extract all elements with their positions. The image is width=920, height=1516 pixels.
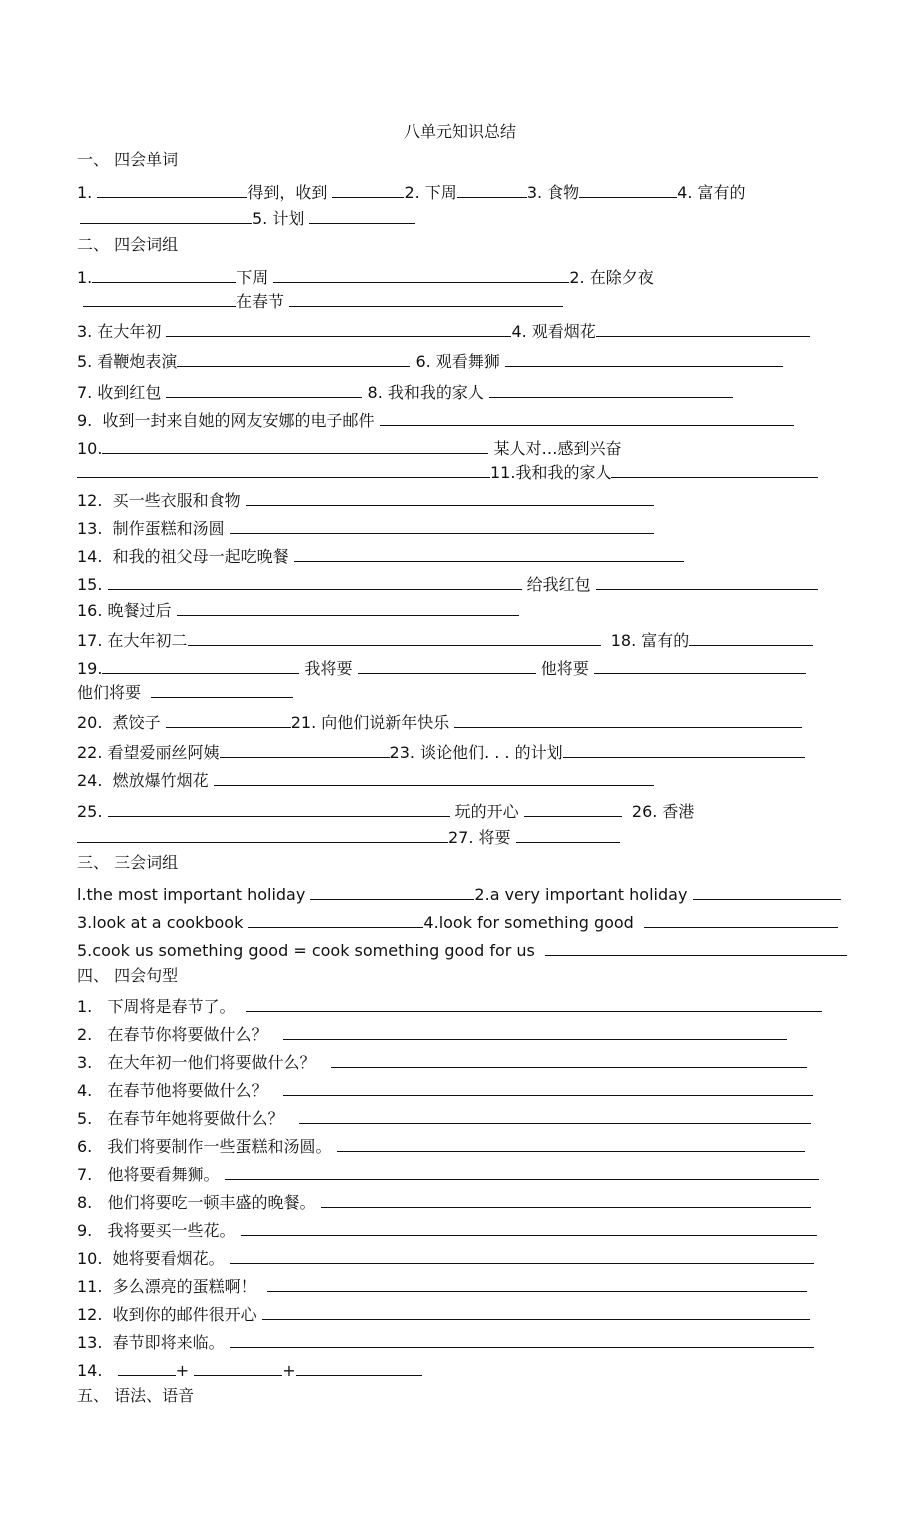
blank[interactable] [246, 993, 822, 1012]
blank[interactable] [505, 348, 783, 367]
phrase-line-1b: 在春节 [83, 288, 563, 313]
phrase-line-19b: 他们将要 [77, 679, 293, 704]
blank[interactable] [80, 205, 252, 224]
blank[interactable] [524, 798, 622, 817]
vocab-line-2: 5. 计划 [80, 205, 415, 230]
blank[interactable] [267, 1273, 807, 1292]
blank[interactable] [188, 627, 601, 646]
blank[interactable] [545, 937, 847, 956]
blank[interactable] [489, 379, 733, 398]
blank[interactable] [177, 348, 410, 367]
page-title: 八单元知识总结 [403, 122, 516, 141]
sentence-line: 8. 他们将要吃一顿丰盛的晚餐。 [77, 1189, 811, 1214]
blank[interactable] [457, 179, 527, 198]
sentence-line: 2. 在春节你将要做什么？ [77, 1021, 787, 1046]
blank[interactable] [194, 1357, 282, 1376]
blank[interactable] [177, 597, 519, 616]
blank[interactable] [380, 407, 794, 426]
blank[interactable] [299, 1105, 811, 1124]
blank[interactable] [108, 571, 522, 590]
section-heading-5: 五、 语法、语音 [77, 1386, 195, 1405]
blank[interactable] [92, 264, 236, 283]
section-heading-1: 一、 四会单词 [77, 150, 179, 169]
section-heading-3: 三、 三会词组 [77, 853, 179, 872]
blank[interactable] [611, 459, 818, 478]
blank[interactable] [77, 824, 448, 843]
blank[interactable] [220, 739, 390, 758]
blank[interactable] [83, 288, 236, 307]
vocab-line-1: 1. 得到，收到 2. 下周 3. 食物 4. 富有的 [77, 179, 746, 204]
phrase3-line-3: 5.cook us something good = cook something good for us [77, 937, 847, 962]
phrase-line-15: 15. 给我红包 [77, 571, 818, 596]
phrase-line-25b: 27. 将要 [77, 824, 620, 849]
phrase-line-14: 14. 和我的祖父母一起吃晚餐 [77, 543, 684, 568]
blank[interactable] [296, 1357, 422, 1376]
phrase-line-10: 10. 某人对…感到兴奋 [77, 435, 622, 460]
sentence-line: 7. 他将要看舞狮。 [77, 1161, 819, 1186]
phrase-line-17: 17. 在大年初二 18. 富有的 [77, 627, 813, 652]
sentence-line: 1. 下周将是春节了。 [77, 993, 822, 1018]
blank[interactable] [332, 179, 404, 198]
blank[interactable] [214, 767, 654, 786]
phrase-line-10b: 11.我和我的家人 [77, 459, 818, 484]
phrase-line-25: 25. 玩的开心 26. 香港 [77, 798, 694, 823]
sentence-line: 9. 我将要买一些花。 [77, 1217, 817, 1242]
phrase3-line-1: l.the most important holiday 2.a very important holiday [77, 881, 841, 906]
blank[interactable] [151, 679, 293, 698]
blank[interactable] [321, 1189, 811, 1208]
blank[interactable] [516, 824, 620, 843]
blank[interactable] [337, 1133, 805, 1152]
blank[interactable] [358, 655, 536, 674]
phrase-line-7: 7. 收到红包 8. 我和我的家人 [77, 379, 733, 404]
sentence-line: 6. 我们将要制作一些蛋糕和汤圆。 [77, 1133, 805, 1158]
blank[interactable] [331, 1049, 807, 1068]
blank[interactable] [563, 739, 805, 758]
blank[interactable] [248, 909, 423, 928]
sentence-line: 10. 她将要看烟花。 [77, 1245, 814, 1270]
blank[interactable] [241, 1217, 817, 1236]
blank[interactable] [273, 264, 569, 283]
sentence-line: 11. 多么漂亮的蛋糕啊！ [77, 1273, 807, 1298]
phrase-line-9: 9. 收到一封来自她的网友安娜的电子邮件 [77, 407, 794, 432]
blank[interactable] [225, 1161, 819, 1180]
blank[interactable] [579, 179, 677, 198]
sentence-line: 5. 在春节年她将要做什么？ [77, 1105, 811, 1130]
blank[interactable] [596, 318, 810, 337]
section-heading-2: 二、 四会词组 [77, 235, 179, 254]
blank[interactable] [166, 318, 511, 337]
section-heading-4: 四、 四会句型 [77, 966, 179, 985]
phrase-line-12: 12. 买一些衣服和食物 [77, 487, 654, 512]
blank[interactable] [689, 627, 813, 646]
sentence-line: 13. 春节即将来临。 [77, 1329, 814, 1354]
blank[interactable] [102, 435, 488, 454]
blank[interactable] [77, 459, 490, 478]
blank[interactable] [594, 655, 806, 674]
blank[interactable] [230, 1329, 814, 1348]
phrase-line-16: 16. 晚餐过后 [77, 597, 519, 622]
phrase-line-1: 1. 下周 2. 在除夕夜 [77, 264, 654, 289]
blank[interactable] [310, 881, 474, 900]
blank[interactable] [166, 709, 291, 728]
blank[interactable] [166, 379, 362, 398]
phrase-line-13: 13. 制作蛋糕和汤圆 [77, 515, 654, 540]
blank[interactable] [102, 655, 299, 674]
blank[interactable] [454, 709, 802, 728]
blank[interactable] [693, 881, 841, 900]
blank[interactable] [230, 515, 654, 534]
phrase-line-3: 3. 在大年初 4. 观看烟花 [77, 318, 810, 343]
blank[interactable] [283, 1077, 813, 1096]
blank[interactable] [644, 909, 838, 928]
sentence-line-14: 14. + + [77, 1357, 422, 1382]
phrase-line-22: 22. 看望爱丽丝阿姨 23. 谈论他们. . . 的计划 [77, 739, 805, 764]
blank[interactable] [309, 205, 415, 224]
blank[interactable] [108, 798, 450, 817]
blank[interactable] [283, 1021, 787, 1040]
sentence-line: 12. 收到你的邮件很开心 [77, 1301, 810, 1326]
phrase-line-20: 20. 煮饺子 21. 向他们说新年快乐 [77, 709, 802, 734]
blank[interactable] [118, 1357, 176, 1376]
sentence-line: 3. 在大年初一他们将要做什么？ [77, 1049, 807, 1074]
phrase-line-24: 24. 燃放爆竹烟花 [77, 767, 654, 792]
blank[interactable] [596, 571, 818, 590]
blank[interactable] [294, 543, 684, 562]
blank[interactable] [246, 487, 654, 506]
phrase3-line-2: 3.look at a cookbook 4.look for something good [77, 909, 838, 934]
phrase-line-5: 5. 看鞭炮表演 6. 观看舞狮 [77, 348, 783, 373]
blank[interactable] [289, 288, 563, 307]
blank[interactable] [262, 1301, 810, 1320]
blank[interactable] [97, 179, 247, 198]
blank[interactable] [230, 1245, 814, 1264]
sentence-line: 4. 在春节他将要做什么？ [77, 1077, 813, 1102]
phrase-line-19: 19. 我将要 他将要 [77, 655, 806, 680]
